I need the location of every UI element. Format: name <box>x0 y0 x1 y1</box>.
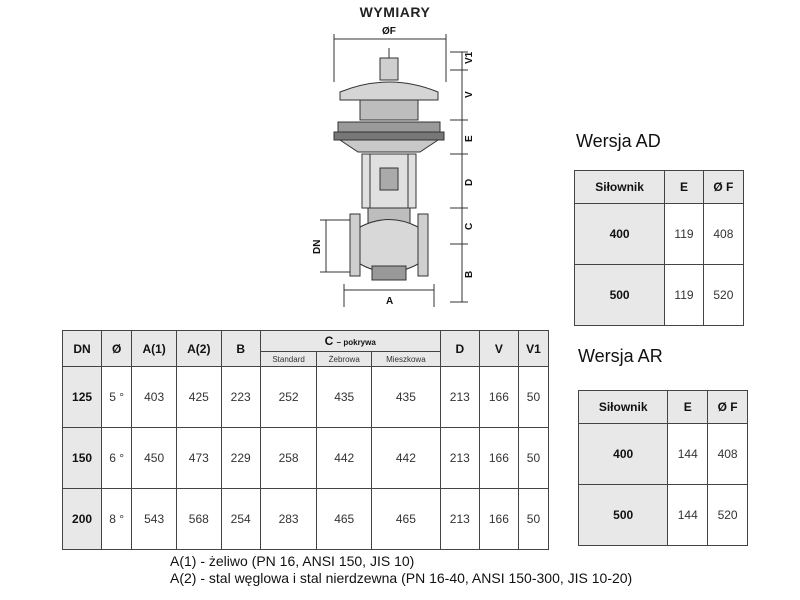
version-ar-table <box>578 390 748 546</box>
page-title: WYMIARY <box>359 4 431 20</box>
table-row <box>579 424 748 485</box>
cell-f: 408 <box>708 424 748 485</box>
label-a: A <box>386 296 394 307</box>
cell-c-zebrowa: 465 <box>317 489 371 550</box>
table-row <box>63 489 549 550</box>
cell-v: 166 <box>479 428 518 489</box>
cell-dn: 200 <box>63 489 102 550</box>
cell-actuator: 400 <box>579 424 668 485</box>
cell-f: 408 <box>703 204 743 265</box>
cell-phi: 6 ° <box>102 428 132 489</box>
table-row <box>575 204 744 265</box>
cell-v1: 50 <box>518 367 548 428</box>
cell-b: 254 <box>221 489 260 550</box>
cell-c-standard: 283 <box>260 489 317 550</box>
header-f: Ø F <box>703 171 743 204</box>
header-dn: DN <box>63 331 102 367</box>
table-row <box>63 428 549 489</box>
label-c: C <box>464 222 475 230</box>
cell-actuator: 500 <box>575 265 665 326</box>
cell-phi: 8 ° <box>102 489 132 550</box>
cell-f: 520 <box>703 265 743 326</box>
cell-e: 144 <box>668 485 708 546</box>
cell-c-standard: 252 <box>260 367 317 428</box>
header-actuator: Siłownik <box>575 171 665 204</box>
cell-d: 213 <box>440 367 479 428</box>
label-phi-f: ØF <box>382 26 396 37</box>
header-c-zebrowa: Żebrowa <box>317 352 371 367</box>
cell-phi: 5 ° <box>102 367 132 428</box>
cell-e: 119 <box>665 265 704 326</box>
header-v: V <box>479 331 518 367</box>
cell-c-zebrowa: 435 <box>317 367 371 428</box>
header-c-mieszkowa: Mieszkowa <box>371 352 440 367</box>
cell-v: 166 <box>479 367 518 428</box>
cell-dn: 150 <box>63 428 102 489</box>
cell-c-standard: 258 <box>260 428 317 489</box>
cell-b: 223 <box>221 367 260 428</box>
cell-v: 166 <box>479 489 518 550</box>
note-a1: A(1) - żeliwo (PN 16, ANSI 150, JIS 10) <box>170 553 415 569</box>
table-row <box>579 485 748 546</box>
cell-a1: 403 <box>132 367 177 428</box>
material-notes <box>170 553 632 587</box>
cell-c-zebrowa: 442 <box>317 428 371 489</box>
label-e: E <box>464 135 475 142</box>
cell-f: 520 <box>708 485 748 546</box>
cell-a2: 425 <box>176 367 221 428</box>
cell-d: 213 <box>440 428 479 489</box>
label-v: V <box>464 91 475 98</box>
header-v1: V1 <box>518 331 548 367</box>
label-dn: DN <box>312 239 323 254</box>
cell-dn: 125 <box>63 367 102 428</box>
cell-actuator: 500 <box>579 485 668 546</box>
valve-dimension-drawing <box>300 22 480 307</box>
header-actuator: Siłownik <box>579 391 668 424</box>
header-c-standard: Standard <box>260 352 317 367</box>
label-d: D <box>464 178 475 186</box>
cell-a2: 568 <box>176 489 221 550</box>
header-f: Ø F <box>708 391 748 424</box>
cell-c-mieszkowa: 442 <box>371 428 440 489</box>
header-c-letter: C <box>324 334 334 348</box>
header-a1: A(1) <box>132 331 177 367</box>
cell-v1: 50 <box>518 428 548 489</box>
cell-v1: 50 <box>518 489 548 550</box>
header-c-suffix: – pokrywa <box>336 338 376 347</box>
version-ad-table <box>574 170 744 326</box>
label-v1: V1 <box>464 51 475 64</box>
cell-c-mieszkowa: 435 <box>371 367 440 428</box>
header-e: E <box>665 171 704 204</box>
dimensions-table <box>62 330 549 550</box>
cell-e: 144 <box>668 424 708 485</box>
cell-a1: 450 <box>132 428 177 489</box>
version-ar-title: Wersja AR <box>578 346 663 366</box>
cell-b: 229 <box>221 428 260 489</box>
cell-c-mieszkowa: 465 <box>371 489 440 550</box>
header-a2: A(2) <box>176 331 221 367</box>
cell-a2: 473 <box>176 428 221 489</box>
header-b: B <box>221 331 260 367</box>
table-row <box>63 367 549 428</box>
cell-d: 213 <box>440 489 479 550</box>
header-phi: Ø <box>102 331 132 367</box>
label-b: B <box>464 270 475 278</box>
header-e: E <box>668 391 708 424</box>
version-ad-title: Wersja AD <box>576 131 661 151</box>
cell-a1: 543 <box>132 489 177 550</box>
header-d: D <box>440 331 479 367</box>
header-c <box>260 331 440 352</box>
note-a2: A(2) - stal węglowa i stal nierdzewna (PN 16-40, ANSI 150-300, JIS 10-20) <box>170 570 633 586</box>
cell-actuator: 400 <box>575 204 665 265</box>
cell-e: 119 <box>665 204 704 265</box>
table-row <box>575 265 744 326</box>
